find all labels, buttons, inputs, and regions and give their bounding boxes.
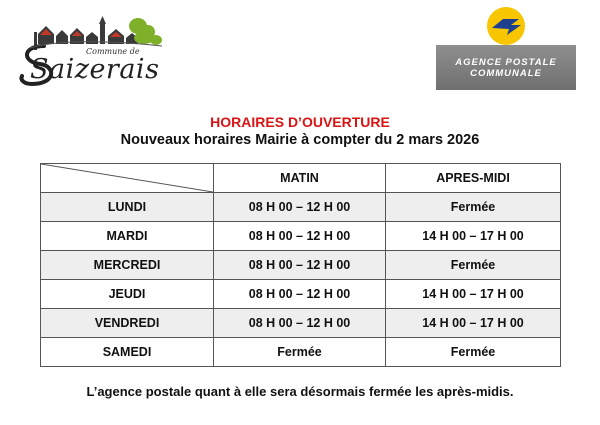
poste-logo <box>436 5 576 90</box>
morning-cell: 08 H 00 – 12 H 00 <box>214 222 386 251</box>
page-subtitle: Nouveaux horaires Mairie à compter du 2 mars 2026 <box>120 132 480 148</box>
table-row <box>41 280 561 309</box>
day-cell: VENDREDI <box>41 309 214 338</box>
afternoon-cell: 14 H 00 – 17 H 00 <box>386 280 561 309</box>
day-cell: JEUDI <box>41 280 214 309</box>
table-row <box>41 338 561 367</box>
la-poste-bird-icon <box>481 5 531 47</box>
commune-name: Saizerais <box>30 54 160 85</box>
day-cell: MERCREDI <box>41 251 214 280</box>
poste-line2: COMMUNALE <box>470 67 542 79</box>
day-cell: LUNDI <box>41 193 214 222</box>
afternoon-cell: Fermée <box>386 193 561 222</box>
poste-line1: AGENCE POSTALE <box>455 56 557 68</box>
column-header-afternoon: APRES-MIDI <box>386 164 561 193</box>
table-row <box>41 309 561 338</box>
diagonal-line-icon <box>41 164 213 192</box>
footer-note: L’agence postale quant à elle sera désormais fermée les après-midis. <box>86 384 514 399</box>
day-cell: MARDI <box>41 222 214 251</box>
column-header-morning: MATIN <box>214 164 386 193</box>
commune-logo <box>16 10 166 92</box>
table-row <box>41 222 561 251</box>
poste-band <box>436 45 576 90</box>
afternoon-cell: 14 H 00 – 17 H 00 <box>386 222 561 251</box>
opening-hours-table <box>40 163 561 367</box>
morning-cell: 08 H 00 – 12 H 00 <box>214 251 386 280</box>
page-title: HORAIRES D’OUVERTURE <box>210 114 390 130</box>
morning-cell: 08 H 00 – 12 H 00 <box>214 193 386 222</box>
table-header-row <box>41 164 561 193</box>
afternoon-cell: Fermée <box>386 338 561 367</box>
table-row <box>41 251 561 280</box>
corner-cell <box>41 164 214 193</box>
table-row <box>41 193 561 222</box>
morning-cell: 08 H 00 – 12 H 00 <box>214 280 386 309</box>
commune-small-label: Commune de <box>86 47 140 56</box>
afternoon-cell: 14 H 00 – 17 H 00 <box>386 309 561 338</box>
morning-cell: 08 H 00 – 12 H 00 <box>214 309 386 338</box>
morning-cell: Fermée <box>214 338 386 367</box>
afternoon-cell: Fermée <box>386 251 561 280</box>
day-cell: SAMEDI <box>41 338 214 367</box>
